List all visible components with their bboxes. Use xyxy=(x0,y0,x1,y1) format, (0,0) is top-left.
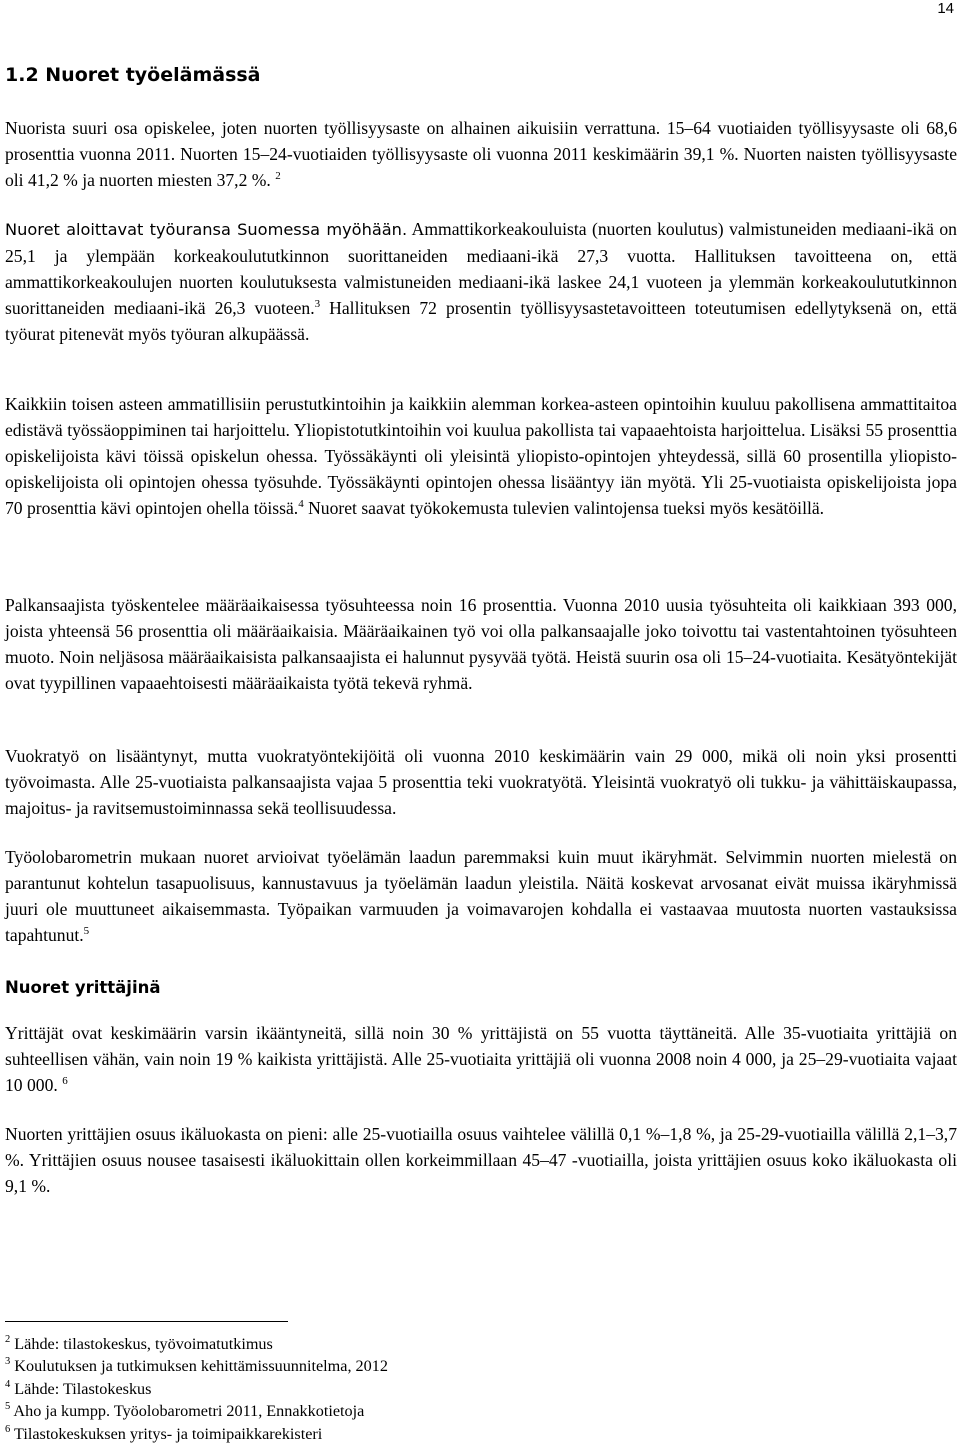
paragraph-text: Hallituksen 72 prosentin työllisyysastetavoitteen toteutumisen edellytyksenä on, että työurat pitenevät myös työuran alkupäässä. xyxy=(5,298,957,344)
footnote-item xyxy=(5,1400,705,1422)
footnote-text: Koulutuksen ja tutkimuksen kehittämissuunnitelma, 2012 xyxy=(14,1357,388,1376)
footnote-reference: 5 xyxy=(83,925,90,937)
footnote-list xyxy=(5,1333,705,1445)
subheading-young-entrepreneurs: Nuoret yrittäjinä xyxy=(5,978,161,997)
paragraph-text: Ammattikorkeakouluista (nuorten koulutus) valmistuneiden mediaani-ikä on 25,1 ja ylempään korkeakoulututkinnon suorittaneiden mediaani-ikä 27,3 vuotta. Hallituksen tavoitteena on, että ammattikorkeakoulujen nuorten koulutuksesta valmistuneiden mediaani-ikä laskee 24,1 vuoteen ja ylemmän korkeakoulututkinnon suorittaneiden mediaani-ikä 26,3 vuoteen. xyxy=(5,219,957,318)
footnote-reference: 6 xyxy=(62,1075,68,1087)
footnote-reference: 4 xyxy=(298,498,304,510)
footnote-number: 4 xyxy=(5,1378,11,1390)
paragraph-youth-employment-rate xyxy=(5,115,957,193)
paragraph-work-during-studies xyxy=(5,391,957,521)
paragraph-text: Nuoret saavat työkokemusta tulevien valintojensa tueksi myös kesätöillä. xyxy=(303,498,825,518)
paragraph-text: Nuorten yrittäjien osuus ikäluokasta on pieni: alle 25-vuotiailla osuus vaihtelee välillä 0,1 %–1,8 %, ja 25-29-vuotiailla välillä 2,1–3,7 %. Yrittäjien osuus nousee tasaisesti ikäluokittain ollen korkeimmillaan 45–47 -vuotiailla, joista yrittäjien osuus koko ikäluokasta oli 9,1 %. xyxy=(5,1124,957,1196)
footnote-divider xyxy=(5,1321,288,1322)
paragraph-fixed-term-employment xyxy=(5,592,957,696)
footnote-item xyxy=(5,1423,705,1445)
footnote-item xyxy=(5,1355,705,1377)
paragraph-text: Palkansaajista työskentelee määräaikaisessa työsuhteessa noin 16 prosenttia. Vuonna 2010 uusia työsuhteita oli kaikkiaan 393 000, joista yhteensä 56 prosenttia oli määräaikaisia. Määräaikainen työ voi olla palkansaajalle joko toivottu tai vastentahtoinen työsuhteen muoto. Noin neljäsosa määräaikaisista palkansaajista ei halunnut pysyvää työtä. Heistä suurin osa oli 15–24-vuotiaita. Kesätyöntekijät ovat tyypillinen vapaaehtoisesti määräaikaista työtä tekevä ryhmä. xyxy=(5,595,957,693)
footnote-text: Lähde: tilastokeskus, työvoimatutkimus xyxy=(14,1335,273,1353)
paragraph-entrepreneur-share xyxy=(5,1121,957,1199)
paragraph-temporary-agency-work xyxy=(5,743,957,821)
footnote-item xyxy=(5,1333,705,1355)
footnote-text: Aho ja kumpp. Työolobarometri 2011, Ennakkotietoja xyxy=(13,1402,365,1421)
paragraph-text: Yrittäjät ovat keskimäärin varsin ikääntyneitä, sillä noin 30 % yrittäjistä on 55 vuotta täyttäneitä. Alle 35-vuotiaita yrittäjiä on suhteellisen vähän, vain noin 19 % kaikista yrittäjistä. Alle 25-vuotiaita yrittäjiä oli vuonna 2008 noin 4 000, ja 25–29-vuotiaita vajaat 10 000. xyxy=(5,1023,957,1095)
paragraph-text: Vuokratyö on lisääntynyt, mutta vuokratyöntekijöitä oli vuonna 2010 keskimäärin vain 29 000, mikä oli noin yksi prosentti työvoimasta. Alle 25-vuotiaista palkansaajista vajaa 5 prosenttia teki vuokratyötä. Yleisintä vuokratyö oli tukku- ja vähittäiskaupassa, majoitus- ja ravitsemustoiminnassa sekä teollisuudessa. xyxy=(5,746,957,818)
paragraph-entrepreneur-age xyxy=(5,1020,957,1098)
footnote-number: 2 xyxy=(5,1334,11,1345)
paragraph-working-life-barometer xyxy=(5,844,957,948)
footnote-item xyxy=(5,1378,705,1400)
footnote-reference: 2 xyxy=(275,170,281,182)
footnote-number: 3 xyxy=(5,1356,11,1368)
paragraph-lead-text: Nuoret aloittavat työuransa Suomessa myöhään. xyxy=(5,220,408,239)
paragraph-career-start-age xyxy=(5,216,957,347)
footnote-text: Lähde: Tilastokeskus xyxy=(14,1379,152,1398)
paragraph-text: Nuorista suuri osa opiskelee, joten nuorten työllisyysaste on alhainen aikuisiin verrattuna. 15–64 vuotiaiden työllisyysaste oli 68,6 prosenttia vuonna 2011. Nuorten 15–24-vuotiaiden työllisyysaste oli vuonna 2011 keskimäärin 39,1 %. Nuorten naisten työllisyysaste oli 41,2 % ja nuorten miesten 37,2 %. xyxy=(5,118,957,190)
paragraph-text: Työolobarometrin mukaan nuoret arvioivat työelämän laadun paremmaksi kuin muut ikäryhmät. Selvimmin nuorten mielestä on parantunut kohtelun tasapuolisuus, kannustavuus ja työelämän laadun yleistila. Näitä koskevat arvosanat eivät muissa ikäryhmissä juuri ole muuttuneet aikaisemmasta. Työpaikan varmuuden ja voimavarojen kohdalla ei vastaavaa muutosta nuorten vastauksissa tapahtunut. xyxy=(5,847,957,945)
footnote-number: 6 xyxy=(5,1423,11,1435)
section-heading: 1.2 Nuoret työelämässä xyxy=(5,64,261,86)
footnote-text: Tilastokeskuksen yritys- ja toimipaikkarekisteri xyxy=(14,1424,323,1443)
paragraph-text: Kaikkiin toisen asteen ammatillisiin perustutkintoihin ja kaikkiin alemman korkea-asteen opintoihin kuuluu pakollisena ammattitaitoa edistävä työssäoppiminen tai harjoittelu. Yliopistotutkintoihin voi kuulua pakollista tai vapaaehtoista harjoittelua. Lisäksi 55 prosenttia opiskelijoista kävi töissä opiskelun ohessa. Työssäkäynti oli yleisintä yliopisto-opintojen yhteydessä, sillä 60 prosentilla yliopisto-opiskelijoista oli opintojen ohessa työsuhde. Työssäkäynti opintojen ohessa lisääntyy iän myötä. Yli 25-vuotiaista opiskelijoista jopa 70 prosenttia kävi opintojen ohella töissä. xyxy=(5,394,957,518)
page-number: 14 xyxy=(937,0,954,17)
footnote-number: 5 xyxy=(5,1401,11,1413)
footnote-reference: 3 xyxy=(314,298,321,310)
